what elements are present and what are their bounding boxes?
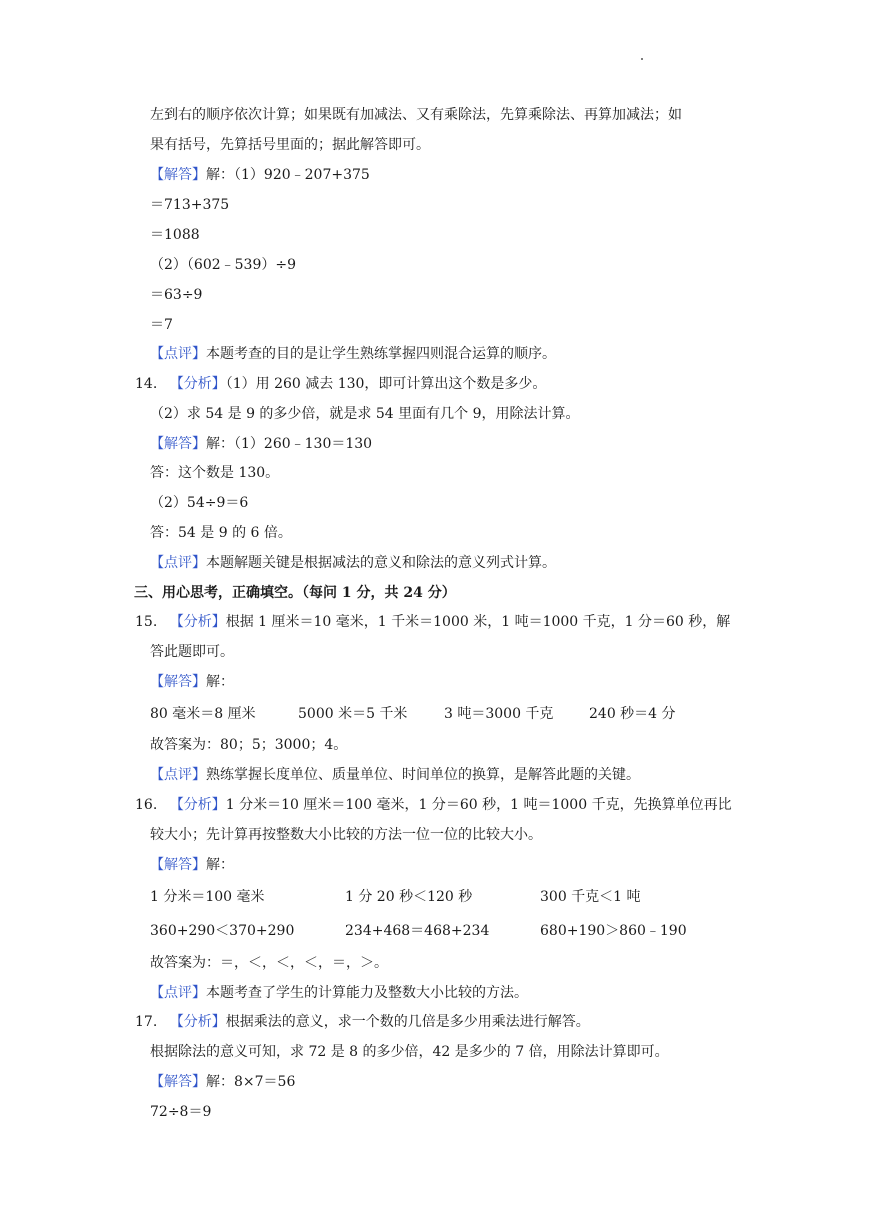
conversion-item: 3 吨＝3000 千克 — [444, 706, 554, 722]
answer-text: 解：8×7＝56 — [206, 1074, 296, 1090]
text-line: ＝713+375 — [150, 197, 230, 213]
comparison-item: 680+190＞860﹣190 — [540, 923, 687, 939]
comment-tag: 【点评】 — [150, 555, 206, 571]
question-number: 16. — [135, 797, 158, 813]
text-line: （2）求 54 是 9 的多少倍，就是求 54 里面有几个 9，用除法计算。 — [150, 406, 580, 422]
conversion-item: 5000 米＝5 千米 — [298, 706, 408, 722]
analysis-tag: 【分析】 — [169, 797, 226, 813]
answer-text: 解：（1）920﹣207+375 — [206, 167, 370, 183]
question-number: 15. — [135, 614, 158, 630]
text-line: ＝1088 — [150, 227, 200, 243]
answer-line — [150, 165, 370, 185]
comparison-item: 300 千克＜1 吨 — [540, 889, 641, 905]
text-line: 故答案为：＝，＜，＜，＜，＝，＞。 — [150, 955, 388, 971]
comment-tag: 【点评】 — [150, 985, 206, 1001]
answer-text: 解：（1）260﹣130＝130 — [206, 436, 373, 452]
comment-text: 本题考查的目的是让学生熟练掌握四则混合运算的顺序。 — [206, 346, 556, 362]
text-line: 根据除法的意义可知，求 72 是 8 的多少倍，42 是多少的 7 倍，用除法计算即可。 — [150, 1044, 669, 1060]
analysis-tag: 【分析】 — [169, 376, 226, 392]
text-line: 答此题即可。 — [150, 644, 234, 660]
text-line: 答：这个数是 130。 — [150, 465, 280, 481]
comment-text: 本题考查了学生的计算能力及整数大小比较的方法。 — [206, 985, 528, 1001]
question-15-analysis — [135, 612, 730, 632]
answer-tag: 【解答】 — [150, 674, 206, 690]
question-17-analysis — [135, 1012, 590, 1032]
analysis-tag: 【分析】 — [169, 614, 226, 630]
question-number: 14. — [135, 376, 158, 392]
question-14-analysis — [135, 374, 546, 394]
answer-line — [150, 1072, 295, 1092]
comparison-item: 234+468＝468+234 — [345, 923, 490, 939]
answer-text: 解： — [206, 674, 234, 690]
text-line: 72÷8＝9 — [150, 1104, 212, 1120]
text-line: ＝63÷9 — [150, 287, 203, 303]
text-line: 答：54 是 9 的 6 倍。 — [150, 525, 292, 541]
answer-text: 解： — [206, 857, 234, 873]
analysis-tag: 【分析】 — [169, 1014, 226, 1030]
page-mark — [641, 58, 643, 60]
answer-line — [150, 672, 234, 692]
comparison-item: 1 分 20 秒＜120 秒 — [345, 889, 473, 905]
answer-tag: 【解答】 — [150, 1074, 206, 1090]
answer-tag: 【解答】 — [150, 857, 206, 873]
text-line: 故答案为：80；5；3000；4。 — [150, 737, 348, 753]
comment-line — [150, 344, 556, 364]
analysis-text: 根据乘法的意义，求一个数的几倍是多少用乘法进行解答。 — [225, 1014, 590, 1030]
comment-tag: 【点评】 — [150, 767, 206, 783]
comment-text: 熟练掌握长度单位、质量单位、时间单位的换算，是解答此题的关键。 — [206, 767, 640, 783]
comment-tag: 【点评】 — [150, 346, 206, 362]
question-16-analysis — [135, 795, 732, 815]
text-line: 果有括号，先算括号里面的；据此解答即可。 — [150, 137, 430, 153]
text-line: （2）54÷9＝6 — [150, 495, 249, 511]
answer-line — [150, 434, 372, 454]
comment-line — [150, 553, 556, 573]
analysis-text: 1 分米＝10 厘米＝100 毫米，1 分＝60 秒，1 吨＝1000 千克，先换算单位再比 — [225, 797, 732, 813]
text-line: 较大小；先计算再按整数大小比较的方法一位一位的比较大小。 — [150, 827, 542, 843]
analysis-text: （1）用 260 减去 130，即可计算出这个数是多少。 — [225, 376, 547, 392]
section-heading: 三、用心思考，正确填空。（每问 1 分，共 24 分） — [134, 585, 456, 601]
answer-tag: 【解答】 — [150, 436, 206, 452]
text-line: 左到右的顺序依次计算；如果既有加减法、又有乘除法，先算乘除法、再算加减法；如 — [150, 107, 682, 123]
comment-line — [150, 765, 640, 785]
comparison-item: 1 分米＝100 毫米 — [150, 889, 265, 905]
question-number: 17. — [135, 1014, 158, 1030]
comment-line — [150, 983, 528, 1003]
comparison-item: 360+290＜370+290 — [150, 923, 295, 939]
answer-tag: 【解答】 — [150, 167, 206, 183]
text-line: （2）（602﹣539）÷9 — [150, 257, 296, 273]
answer-line — [150, 855, 234, 875]
text-line: ＝7 — [150, 317, 173, 333]
conversion-item: 240 秒＝4 分 — [589, 706, 676, 722]
conversion-item: 80 毫米＝8 厘米 — [150, 706, 256, 722]
comment-text: 本题解题关键是根据减法的意义和除法的意义列式计算。 — [206, 555, 556, 571]
analysis-text: 根据 1 厘米＝10 毫米，1 千米＝1000 米，1 吨＝1000 千克，1 分＝60 秒，解 — [225, 614, 731, 630]
